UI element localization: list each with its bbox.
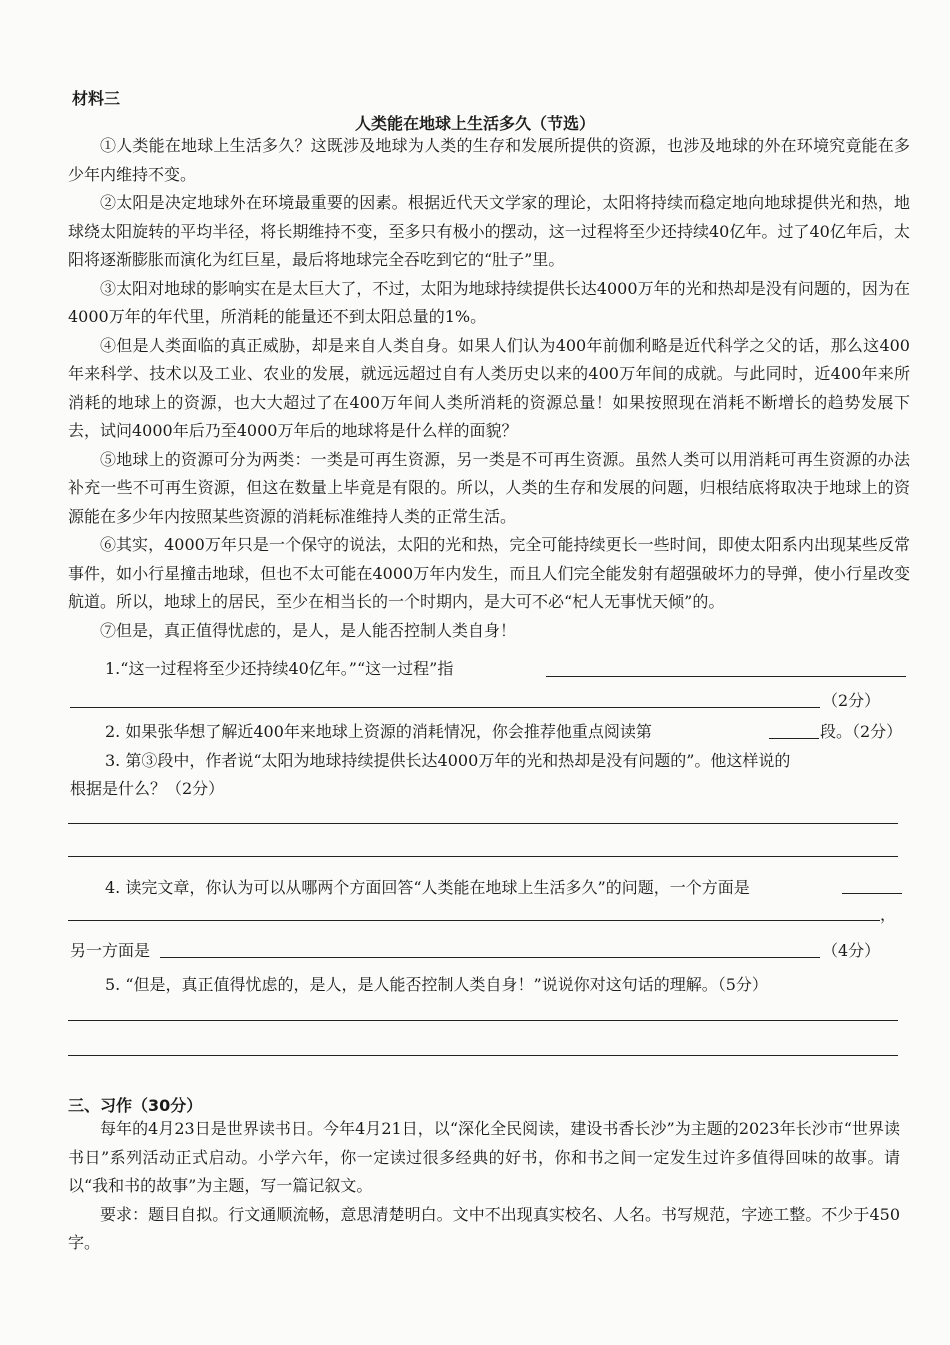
answer-line-q4-a[interactable] bbox=[842, 893, 902, 894]
article-paragraph-4: ④但是人类面临的真正威胁，却是来自人类自身。如果人们认为400年前伽利略是近代科学之父的话，那么这400年来科学、技术以及工业、农业的发展，就远远超过自有人类历史以来的400万年间的成就。与此同时，近400年来所消耗的地球上的资源，也大大超过了在400万年间人类所消耗的资源总量！如果按照现在消耗不断增长的趋势发展下去，试问4000年后乃至4000万年后的地球将是什么样的面貌？ bbox=[68, 335, 910, 440]
answer-line-q3-b[interactable] bbox=[68, 856, 898, 857]
writing-body bbox=[68, 1115, 900, 1258]
article-paragraph-2: ②太阳是决定地球外在环境最重要的因素。根据近代天文学家的理论，太阳将持续而稳定地向地球提供光和热，地球绕太阳旋转的平均半径，将长期维持不变，至多只有极小的摆动，这一过程将至少还持续40亿年。过了40亿年后，太阳将逐渐膨胀而演化为红巨星，最后将地球完全吞吃到它的“肚子”里。 bbox=[68, 193, 910, 269]
answer-line-q5-b[interactable] bbox=[68, 1055, 898, 1056]
article-body bbox=[68, 132, 910, 645]
question-1-text: 1.“这一过程将至少还持续40亿年。”“这一过程”指 bbox=[105, 659, 454, 678]
answer-line-q3-a[interactable] bbox=[68, 823, 898, 824]
question-4-score: （4分） bbox=[822, 941, 881, 960]
question-4-other: 另一方面是 bbox=[70, 941, 151, 960]
writing-heading: 三、习作（30分） bbox=[68, 1096, 203, 1115]
answer-line-q5-a[interactable] bbox=[68, 1020, 898, 1021]
question-1-score: （2分） bbox=[822, 691, 881, 710]
question-4-text: 4. 读完文章，你认为可以从哪两个方面回答“人类能在地球上生活多久”的问题，一个方面是 bbox=[105, 878, 750, 897]
question-3-line-2: 根据是什么？（2分） bbox=[70, 779, 225, 798]
article-paragraph-6: ⑥其实，4000万年只是一个保守的说法，太阳的光和热，完全可能持续更长一些时间，即使太阳系内出现某些反常事件，如小行星撞击地球，但也不太可能在4000万年内发生，而且人们完全能发射有超强破坏力的导弹，使小行星改变航道。所以，地球上的居民，至少在相当长的一个时期内，是大可不必“杞人无事忧天倾”的。 bbox=[68, 535, 910, 611]
answer-line-q1-b[interactable] bbox=[70, 707, 820, 708]
question-5-text: 5. “但是，真正值得忧虑的，是人，是人能否控制人类自身！”说说你对这句话的理解。（5分） bbox=[105, 975, 768, 994]
answer-line-q4-c[interactable] bbox=[160, 957, 820, 958]
article-title: 人类能在地球上生活多久（节选） bbox=[354, 114, 595, 133]
article-paragraph-1: ①人类能在地球上生活多久？这既涉及地球为人类的生存和发展所提供的资源，也涉及地球的外在环境究竟能在多少年内维持不变。 bbox=[68, 136, 910, 184]
material-label: 材料三 bbox=[72, 89, 121, 108]
answer-line-q2[interactable] bbox=[769, 738, 819, 739]
question-4-comma: ， bbox=[880, 905, 897, 924]
article-paragraph-5: ⑤地球上的资源可分为两类：一类是可再生资源，另一类是不可再生资源。虽然人类可以用消耗可再生资源的办法补充一些不可再生资源，但这在数量上毕竟是有限的。所以，人类的生存和发展的问题，归根结底将取决于地球上的资源能在多少年内按照某些资源的消耗标准维持人类的正常生活。 bbox=[68, 449, 910, 526]
article-paragraph-7: ⑦但是，真正值得忧虑的，是人，是人能否控制人类自身！ bbox=[100, 620, 517, 640]
writing-prompt: 每年的4月23日是世界读书日。今年4月21日，以“深化全民阅读，建设书香长沙”为主题的2023年长沙市“世界读书日”系列活动正式启动。小学六年，你一定读过很多经典的好书，你和书之间一定发生过许多值得回味的故事。请以“我和书的故事”为主题，写一篇记叙文。 bbox=[68, 1119, 900, 1195]
answer-line-q1-a[interactable] bbox=[546, 676, 906, 677]
question-2-suffix: 段。（2分） bbox=[820, 722, 903, 741]
article-paragraph-3: ③太阳对地球的影响实在是太巨大了，不过，太阳为地球持续提供长达4000万年的光和热却是没有问题的，因为在4000万年的年代里，所消耗的能量还不到太阳总量的1%。 bbox=[68, 278, 910, 326]
question-3-line-1: 3. 第③段中，作者说“太阳为地球持续提供长达4000万年的光和热却是没有问题的”。他这样说的 bbox=[105, 751, 791, 770]
writing-requirements: 要求：题目自拟。行文通顺流畅，意思清楚明白。文中不出现真实校名、人名。书写规范，字迹工整。不少于450字。 bbox=[68, 1204, 900, 1252]
answer-line-q4-b[interactable] bbox=[68, 920, 880, 921]
question-2-prefix: 2. 如果张华想了解近400年来地球上资源的消耗情况，你会推荐他重点阅读第 bbox=[105, 722, 652, 741]
